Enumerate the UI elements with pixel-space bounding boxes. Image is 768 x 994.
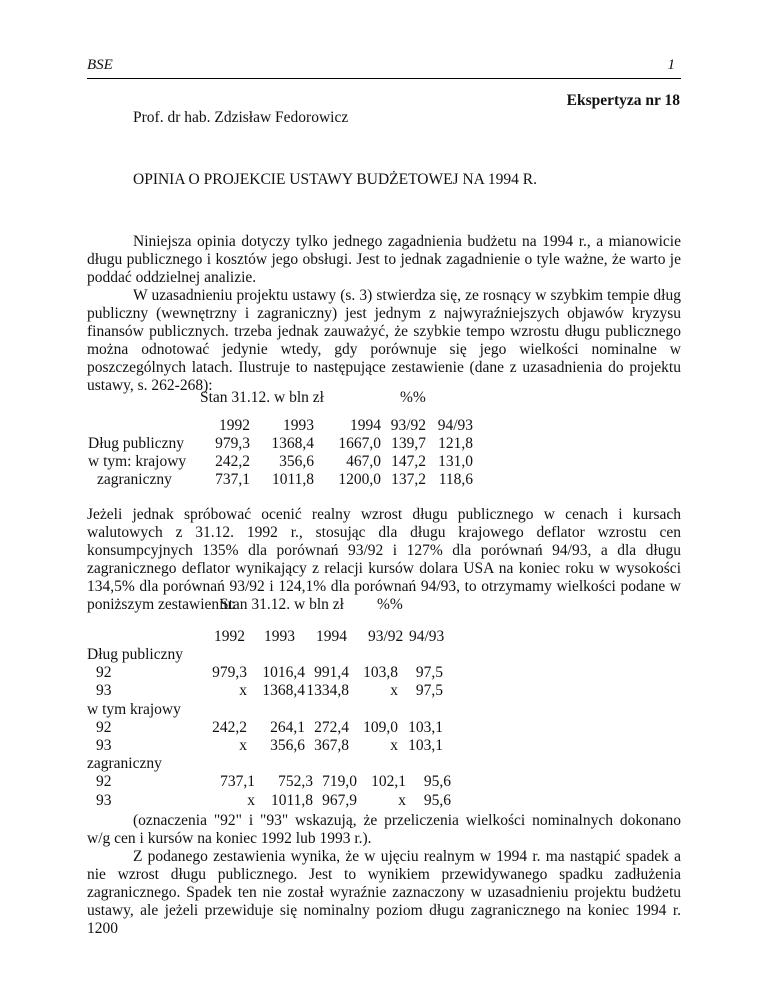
- table2-cell: 967,9: [322, 791, 357, 809]
- table2-head-right: %%: [377, 596, 403, 613]
- paragraph-3: Jeżeli jednak spróbować ocenić realny wzrost długu publicznego w cenach i kursach walutowych z 31.12. 1992 r., stosując dla długu krajowego deflator wzrostu cen konsumpcyjnych 135% dla porównań 93/92 i 127% dla porównań 94/93, a dla długu zagranicznego deflator wynikający z relacji kursów dolara USA na koniec roku w wysokości 134,5% dla porównań 93/92 i 124,1% dla porównań 94/93, to otrzymamy wielkości podane w poniższym zestawieniu:: [87, 506, 681, 613]
- table1-cell: 467,0: [346, 453, 381, 470]
- table1-cell: 356,6: [279, 453, 314, 470]
- table2-cell: 1011,8: [270, 791, 313, 809]
- table2-row-label: 93: [96, 682, 112, 700]
- table1-cell: 121,8: [438, 435, 473, 452]
- table2-cell: 97,5: [415, 664, 443, 682]
- table2-cell: 109,0: [363, 718, 398, 736]
- table1-cell: 118,6: [438, 471, 473, 488]
- table1-cell: 1368,4: [271, 435, 314, 452]
- table1-head-right: %%: [400, 389, 426, 406]
- table1-cell: 1200,0: [338, 471, 381, 488]
- author: Prof. dr hab. Zdzisław Fedorowicz: [133, 109, 349, 126]
- table2-year-header: 94/93: [409, 628, 445, 645]
- table2-year-header: 1994: [316, 628, 347, 645]
- table2-cell: 1368,4: [262, 682, 305, 700]
- table1-year-header: 1994: [350, 417, 381, 434]
- paragraph-4: (oznaczenia "92" i "93" wskazują, że przeliczenia wielkości nominalnych dokonano w/g cen i kursów na koniec 1992 lub 1993 r.).: [87, 812, 681, 847]
- table2-cell: 719,0: [322, 773, 357, 791]
- document-title: OPINIA O PROJEKCIE USTAWY BUDŻETOWEJ NA 1994 R.: [133, 171, 537, 188]
- paragraph-1: Niniejsza opinia dotyczy tylko jednego zagadnienia budżetu na 1994 r., a mianowicie długu publicznego i kosztów jego obsługi. Jest to jednak zagadnienie o tyle ważne, że warto je poddać oddzielnej analizie.: [87, 233, 681, 286]
- table1-year-header: 93/92: [390, 417, 426, 434]
- table1-cell: 1011,8: [271, 471, 314, 488]
- table1-row-label: Dług publiczny: [88, 435, 184, 452]
- table2-row-label: 92: [96, 664, 112, 682]
- table2-cell: x: [390, 682, 398, 700]
- table2-group-label: zagraniczny: [87, 755, 162, 773]
- table2-cell: 737,1: [220, 773, 255, 791]
- table2-row-label: 93: [96, 737, 112, 754]
- table2-cell: x: [239, 682, 247, 700]
- table2-cell: 103,1: [408, 737, 443, 754]
- table2-year-header: 93/92: [368, 628, 404, 645]
- table2-row-label: 92: [96, 718, 112, 736]
- table2-cell: 367,8: [314, 737, 349, 754]
- table2-group-label: Dług publiczny: [87, 646, 183, 663]
- table1-cell: 242,2: [215, 453, 250, 470]
- page-number: 1: [667, 57, 675, 73]
- table2-cell: 264,1: [270, 718, 305, 736]
- table1-year-header: 1992: [219, 417, 250, 434]
- table1-cell: 131,0: [438, 453, 473, 470]
- table1-cell: 1667,0: [338, 435, 381, 452]
- table2-cell: 103,8: [363, 664, 398, 682]
- table2-cell: x: [247, 791, 255, 809]
- table1-year-header: 1993: [283, 417, 314, 434]
- table2-cell: 991,4: [314, 664, 349, 682]
- table2-cell: 356,6: [270, 737, 305, 754]
- table2-row-label: 92: [96, 773, 112, 791]
- table1-cell: 979,3: [215, 435, 250, 452]
- table1-cell: 147,2: [391, 453, 426, 470]
- table1-cell: 139,7: [391, 435, 426, 452]
- table2-cell: 979,3: [212, 664, 247, 682]
- table2-cell: 752,3: [278, 773, 313, 791]
- table2-cell: 242,2: [212, 718, 247, 736]
- table2-cell: 97,5: [415, 682, 443, 700]
- table1-row-label: w tym: krajowy: [88, 453, 187, 470]
- header-rule: [87, 78, 681, 79]
- table1-year-header: 94/93: [437, 417, 473, 434]
- table2-cell: 1334,8: [306, 682, 349, 700]
- table2-row-label: 93: [96, 791, 112, 809]
- table2-group-label: w tym krajowy: [87, 700, 181, 718]
- table2-cell: 95,6: [423, 791, 451, 809]
- expertise-number: Ekspertyza nr 18: [566, 92, 680, 109]
- table1-cell: 737,1: [215, 471, 250, 488]
- paragraph-5: Z podanego zestawienia wynika, że w ujęciu realnym w 1994 r. ma nastąpić spadek a nie wzrost długu publicznego. Jest to wynikiem przewidywanego spadku zadłużenia zagranicznego. Spadek ten nie został wyraźnie zaznaczony w uzasadnieniu projektu budżetu ustawy, ale jeżeli przewiduje się nominalny poziom długu zagranicznego na koniec 1994 r. 1200: [87, 848, 681, 937]
- table2-cell: 272,4: [314, 718, 349, 736]
- paragraph-2: W uzasadnieniu projektu ustawy (s. 3) stwierdza się, ze rosnący w szybkim tempie dług publiczny (wewnętrzny i zagraniczny) jest jednym z najwyraźniejszych objawów kryzysu finansów publicznych. trzeba jednak zauważyć, że szybkie tempo wzrostu długu publicznego można odnotować jedynie wtedy, gdy porównuje się jego wielkości nominalne w poszczególnych latach. Ilustruje to następujące zestawienie (dane z uzasadnienia do projektu ustawy, s. 262-268):: [87, 287, 681, 394]
- table2-cell: 1016,4: [262, 664, 305, 682]
- table1-row-label: zagraniczny: [97, 471, 172, 488]
- table2-cell: 95,6: [423, 773, 451, 791]
- table2-cell: x: [239, 737, 247, 754]
- table2-cell: 102,1: [371, 773, 406, 791]
- table2-cell: x: [398, 791, 406, 809]
- table1-cell: 137,2: [391, 471, 426, 488]
- table2-head-left: Stan 31.12. w bln zł: [220, 596, 344, 613]
- table2-year-header: 1993: [264, 628, 295, 645]
- header-left: BSE: [87, 57, 113, 73]
- table1-head-left: Stan 31.12. w bln zł: [200, 389, 324, 406]
- table2-cell: 103,1: [408, 718, 443, 736]
- table2-cell: x: [390, 737, 398, 754]
- table2-year-header: 1992: [214, 628, 245, 645]
